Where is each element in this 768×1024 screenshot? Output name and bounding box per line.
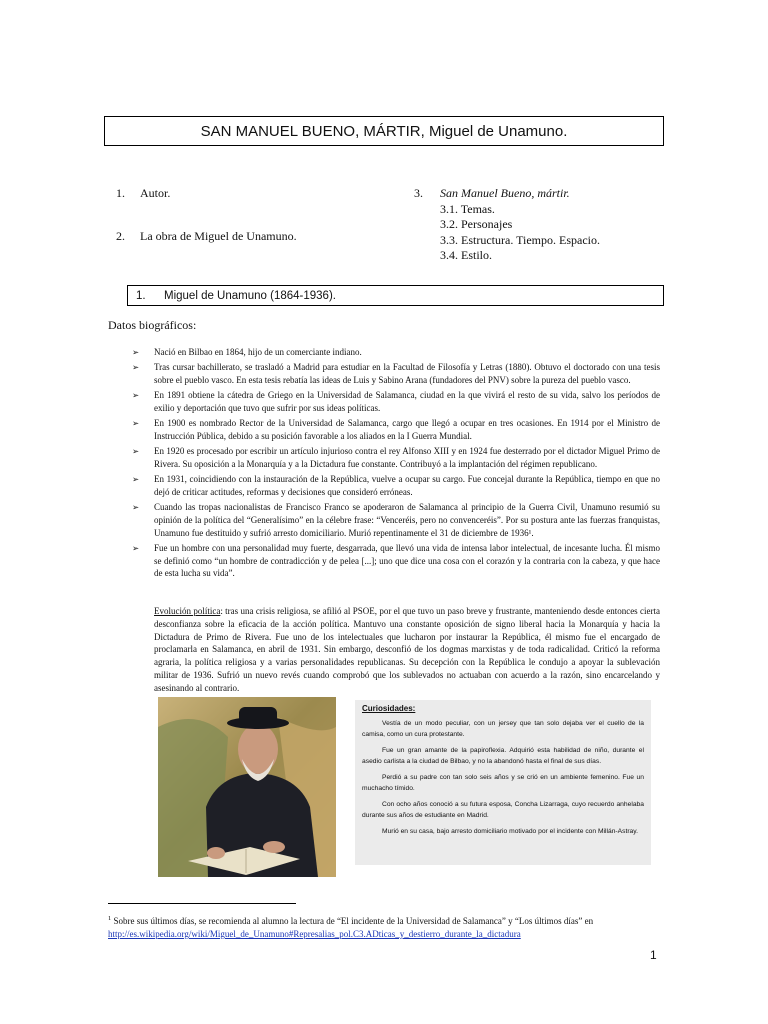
unamuno-portrait xyxy=(158,697,336,877)
toc-subitem: 3.2. Personajes xyxy=(440,217,513,231)
list-item: ➢ Cuando las tropas nacionalistas de Francisco Franco se apoderaron de Salamanca al principio de la Guerra Civil, Unamuno resumió su opinión de la política del “Generalísimo” en la célebre frase: “Venceréis, pero no convenceréis”. Por su postura ante las fuerzas franquistas, Unamuno fue destituido y sufrió arresto domiciliario. Murió repentinamente el 31 de diciembre de 1936¹. xyxy=(132,501,660,539)
toc-right-column xyxy=(414,186,600,264)
footnote-mark: 1 xyxy=(108,915,112,922)
section-heading: Miguel de Unamuno (1864-1936). xyxy=(164,289,336,302)
toc-left-column xyxy=(116,186,297,244)
toc-subitem: 3.4. Estilo. xyxy=(440,248,493,262)
footnote-text: Sobre sus últimos días, se recomienda al alumno la lectura de “El incidente de la Universidad de Salamanca” y “Los últimos días” en xyxy=(111,916,594,926)
footnote-separator xyxy=(108,903,296,904)
toc-item-label: San Manuel Bueno, mártir. xyxy=(440,186,570,200)
section-number: 1. xyxy=(136,289,146,302)
curiosidades-box xyxy=(355,700,651,865)
curiosidad-item: Fue un gran amante de la papiroflexia. Adquirió esta habilidad de niño, durante el asedio carlista a la ciudad de Bilbao, y no la abandonó hasta el final de sus días. xyxy=(362,746,644,765)
toc-subitem: 3.1. Temas. xyxy=(440,201,495,216)
list-item: ➢ En 1931, coincidiendo con la instauración de la República, vuelve a ocupar su cargo. Fue concejal durante la República, tiempo en que no dejó de criticar actitudes, reformas y decisiones que consideró erróneas. xyxy=(132,473,660,499)
list-item: ➢ Tras cursar bachillerato, se trasladó a Madrid para estudiar en la Facultad de Filosofía y Letras (1880). Obtuvo el doctorado con una tesis sobre el pueblo vasco. En esta tesis rebatía las ideas de Luis y Sabino Arana (fundadores del PNV) sobre la pureza del pueblo vasco. xyxy=(132,361,660,387)
evolucion-politica-heading: Evolución política xyxy=(154,606,221,616)
curiosidad-item: Con ocho años conoció a su futura esposa, Concha Lizarraga, cuyo recuerdo anhelaba durante sus años de estudiante en Madrid. xyxy=(362,800,644,819)
toc-item-number: 1. xyxy=(116,186,125,200)
page-number: 1 xyxy=(650,948,657,962)
list-item: ➢ En 1891 obtiene la cátedra de Griego en la Universidad de Salamanca, ciudad en la que vivirá el resto de su vida, salvo los períodos de exilio y deportación que tuvo que sufrir por sus ideas políticas. xyxy=(132,389,660,415)
list-item: ➢ Fue un hombre con una personalidad muy fuerte, desgarrada, que llevó una vida de intensa labor intelectual, de incesante lucha. Él mismo se definió como “un hombre de contradicción y de pelea [...]; uno que dice una cosa con el corazón y la contraria con la cabeza, y que hace de esta lucha su vida”. xyxy=(132,542,660,580)
list-item: ➢ En 1920 es procesado por escribir un artículo injurioso contra el rey Alfonso XIII y en 1924 fue desterrado por el dictador Miguel Primo de Rivera. Su oposición a la Monarquía y a la Dictadura fue constante. Contribuyó a la implantación del régimen republicano. xyxy=(132,445,660,471)
curiosidades-title: Curiosidades: xyxy=(362,704,416,713)
curiosidad-item: Murió en su casa, bajo arresto domiciliario motivado por el incidente con Millán-Astray. xyxy=(382,827,638,835)
biography-list xyxy=(132,346,660,583)
toc-item-number: 3. xyxy=(414,186,423,200)
document-title-box xyxy=(104,116,664,146)
datos-biograficos-label: Datos biográficos: xyxy=(108,318,197,332)
footnote xyxy=(108,912,668,941)
toc-item-label: Autor. xyxy=(140,186,171,200)
toc-item-novela xyxy=(414,186,600,202)
curiosidad-item: Perdió a su padre con tan solo seis años y se crió en un ambiente femenino. Fue un muchacho tímido. xyxy=(362,773,644,792)
toc-item-number: 2. xyxy=(116,228,125,243)
toc-subitem: 3.3. Estructura. Tiempo. Espacio. xyxy=(440,232,600,247)
list-item: ➢ En 1900 es nombrado Rector de la Universidad de Salamanca, cargo que llegó a ocupar en tres ocasiones. En 1914 por el Ministro de Instrucción Pública, debido a su posición favorable a los aliados en la I Guerra Mundial. xyxy=(132,417,660,443)
section-heading-box xyxy=(127,285,664,306)
curiosidad-item: Vestía de un modo peculiar, con un jersey que tan solo dejaba ver el cuello de la camisa, como un cura protestante. xyxy=(362,719,644,738)
evolucion-politica-text: : tras una crisis religiosa, se afilió al PSOE, por el que tuvo un paso breve y frustrante, manteniendo desde entonces cierta desconfianza sobre la eficacia de la acción política. Mantuvo una constante oposición de signo liberal hacia la Monarquía y hacia la Dictadura de Primo de Rivera. Fue uno de los intelectuales que lucharon por instaurar la República, él mismo fue el encargado de proclamarla en Salamanca, en abril de 1931. Sin embargo, desconfió de los dogmas marxistas y de toda radicalidad. Criticó la reforma agraria, la política religiosa y a varias personalidades republicanas. Su decepción con la República le condujo a apoyar la sublevación militar de 1936. Sufrió un nuevo revés cuando comprobó que los sublevados no actuaban con acuerdo a la razón, sino encarcelando y asesinando al contrario. xyxy=(154,606,661,693)
toc-item-autor xyxy=(116,186,297,202)
document-title: SAN MANUEL BUENO, MÁRTIR, Miguel de Unamuno. xyxy=(200,122,568,140)
list-item: ➢ Nació en Bilbao en 1864, hijo de un comerciante indiano. xyxy=(132,346,660,359)
toc-item-label: La obra de Miguel de Unamuno. xyxy=(140,228,297,243)
toc-item-obra xyxy=(116,229,297,245)
footnote-link[interactable]: http://es.wikipedia.org/wiki/Miguel_de_Unamuno#Represalias_pol.C3.ADticas_y_destierro_durante_la_dictadura xyxy=(108,929,521,939)
evolucion-politica-paragraph xyxy=(154,605,660,695)
